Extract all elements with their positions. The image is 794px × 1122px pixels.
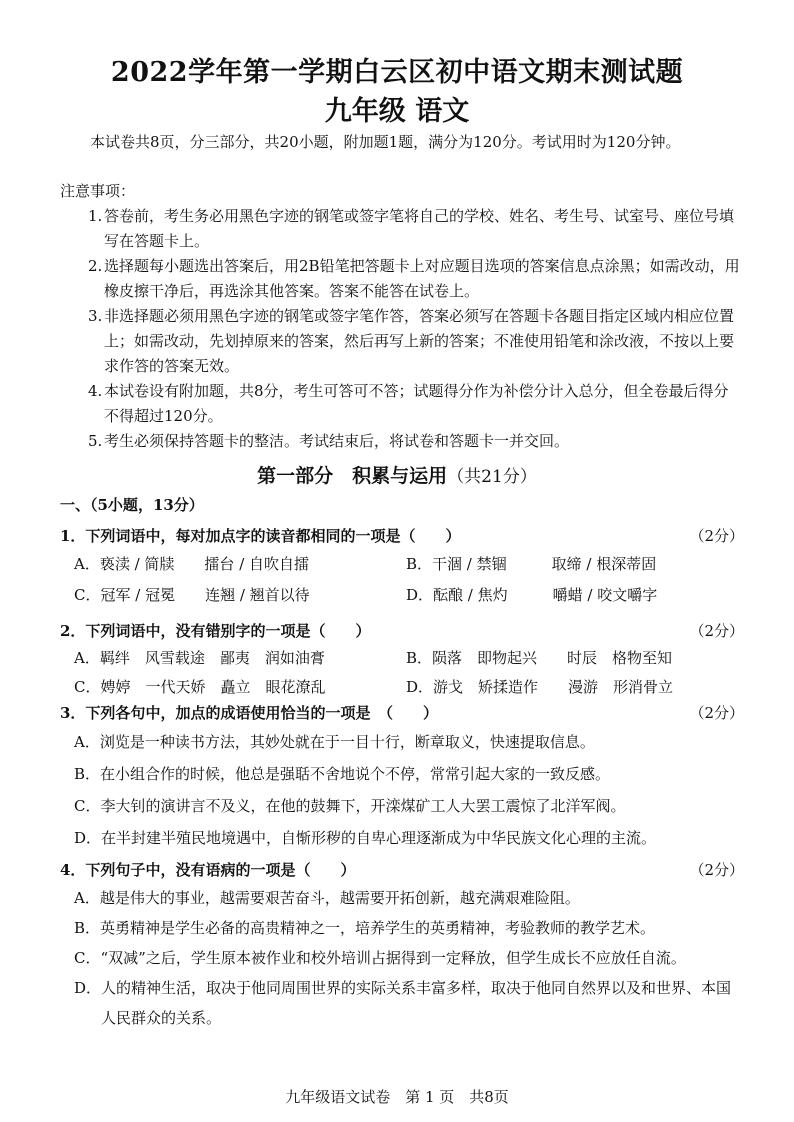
note-text: 非选择题必须用黑色字迹的钢笔或签字笔作答，答案必须写在答题卡各题目指定区域内相应位置上；如需改动，先划掉原来的答案，然后再写上新的答案；不准使用铅笔和涂改液，不按以上要求作答的答案无效。 [104,307,735,375]
note-number: 1. [88,207,103,225]
option-c: C．娉婷 一代天娇 矗立 眼花潦乱 [74,678,326,696]
note-item [88,304,742,379]
note-number: 3. [88,307,103,325]
option-label: D． [74,979,102,997]
option-d: D．游戈 矫揉造作 漫游 形消骨立 [406,678,674,696]
option-a: A．羁绊 风雪载途 鄙夷 润如油膏 [74,649,325,667]
question-1 [60,523,744,611]
part-points: （共21分） [447,467,537,487]
notes-list [88,204,742,454]
question-stem: 1．下列词语中，每对加点字的读音都相同的一项是（ ） [60,527,461,545]
option-c [60,943,744,973]
option-d [60,973,744,1033]
note-item [88,204,742,254]
question-score: （2分） [689,704,744,722]
question-3 [60,700,744,854]
option-b: B．干涸 / 禁锢 取缔 / 根深蒂固 [406,555,657,573]
note-item [88,254,742,304]
part-heading [0,461,794,488]
option-text: “双减”之后，学生原本被作业和校外培训占据得到一定释放，但学生成长不应放任自流。 [100,949,686,967]
option-b: B．英勇精神是学生必备的高贵精神之一，培养学生的英勇精神，考验教师的教学艺术。 [74,919,656,937]
option-b: B．陨落 即物起兴 时辰 格物至知 [406,649,673,667]
question-score: （2分） [689,861,744,879]
note-item [88,379,742,429]
option-d: D．在半封建半殖民地境遇中，自惭形秽的自卑心理逐渐成为中华民族文化心理的主流。 [74,829,657,847]
note-text: 选择题每小题选出答案后，用2B铅笔把答题卡上对应题目选项的答案信息点涂黑；如需改动，用橡皮擦干净后，再选涂其他答案。答案不能答在试卷上。 [104,257,740,300]
question-stem: 4．下列句子中，没有语病的一项是（ ） [60,861,356,879]
option-a: A．浏览是一种读书方法，其妙处就在于一目十行，断章取义，快速提取信息。 [74,733,595,751]
part-title: 第一部分 积累与运用 [257,465,448,487]
question-4 [60,857,744,1033]
note-number: 2. [88,257,103,275]
option-b: B．在小组合作的时候，他总是强聒不舍地说个不停，常常引起大家的一致反感。 [74,765,611,783]
question-score: （2分） [689,622,744,640]
note-item [88,429,742,454]
note-text: 答卷前，考生务必用黑色字迹的钢笔或签字笔将自己的学校、姓名、考生号、试室号、座位号填写在答题卡上。 [104,207,735,250]
notes-heading: 注意事项： [60,182,136,200]
note-number: 4. [88,382,103,400]
question-2 [60,618,744,702]
page-footer: 九年级语文试卷 第 1 页 共8页 [285,1088,509,1106]
exam-title: 2022学年第一学期白云区初中语文期末测试题 [110,57,684,88]
option-c: C．李大钊的演讲言不及义，在他的鼓舞下，开滦煤矿工人大罢工震惊了北洋军阀。 [74,797,626,815]
note-text: 本试卷设有附加题，共8分，考生可答可不答；试题得分作为补偿分计入总分，但全卷最后得分不得超过120分。 [104,382,729,425]
option-label: C． [74,949,101,967]
option-a: A．越是伟大的事业，越需要艰苦奋斗，越需要开拓创新，越充满艰难险阻。 [74,889,580,907]
option-a: A．亵渎 / 简牍 擂台 / 自吹自擂 [74,555,310,573]
question-score: （2分） [689,527,744,545]
option-text: 人的精神生活，取决于他同周围世界的实际关系丰富多样，取决于他同自然界以及和世界、本国人民群众的关系。 [101,979,732,1027]
section-heading: 一、（5小题，13分） [60,496,204,514]
option-d: D．酝酿 / 焦灼 嚼蜡 / 咬文嚼字 [406,586,658,604]
note-number: 5. [88,432,103,450]
option-c: C．冠军 / 冠冕 连翘 / 翘首以待 [74,586,310,604]
intro-paragraph: 本试卷共8页，分三部分，共20小题，附加题1题，满分为120分。考试用时为120分钟。 [90,133,681,151]
exam-subtitle: 九年级 语文 [324,96,470,127]
question-stem: 3．下列各句中，加点的成语使用恰当的一项是 （ ） [60,704,438,722]
note-text: 考生必须保持答题卡的整洁。考试结束后，将试卷和答题卡一并交回。 [104,432,570,450]
question-stem: 2．下列词语中，没有错别字的一项是（ ） [60,622,371,640]
